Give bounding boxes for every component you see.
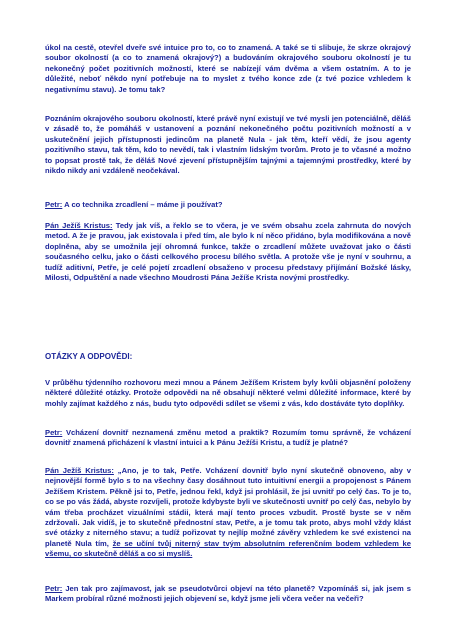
paragraph-text: Tedy jak víš, a řeklo se to včera, je ve svém obsahu zcela zahrnuta do nových metod. A že je pravou, jak existovala i před tím, ale bylo k ní něco přidáno, byla modifikována a nově doplněna, aby se umožnila její ohromná funkce, takže o zrcadlení můžete uvažovat jako o části současného celku, jako o části celkového procesu bílého světla. A protože vše je nyní v souhrnu, a tudíž aditivní, Petře, je celé pojetí zrcadlení obsaženo v procesu představy přijímání Božské lásky, Milosti, Odpuštění a nade všechno Moudrosti Pána Ježíše Krista novými prostředky.	[45, 221, 412, 283]
paragraph-text: „Ano, je to tak, Petře. Vcházení dovnitř bylo nyní skutečně obnoveno, aby v nejnovější formě bylo s to na všechny časy dosáhnout tuto intuitivní energii a propojenost s Pánem Ježíšem Kristem. Pěkně jsi to, Petře, jednou řekl, když jsi prohlásil, že jsi uvnitř po celý čas. To je to, co se po vás žádá, abyste rozvíjeli, protože kdybyste byli ve skutečnosti uvnitř po celý čas, nebylo by vám třeba procházet vizuálními stádii, která mají tento proces vzbudit. Prostě byste se v něm zdržovali. Jak vidíš, je to skutečně přednostní stav, Petře, a je tomu tak proto, abys mohl vždy klást své otázky z niterného stavu; a tudíž pořizovat ty nejlíp možné závěry vzhledem ke své existenci na planetě Nula tím,	[45, 466, 411, 548]
speaker-label: Pán Ježíš Kristus:	[45, 221, 113, 230]
paragraph	[45, 428, 411, 449]
paragraph	[45, 466, 411, 560]
speaker-label: Pán Ježíš Kristus:	[45, 466, 114, 475]
paragraph-text: V průběhu týdenního rozhovoru mezi mnou a Pánem Ježíšem Kristem byly kvůli objasnění položeny některé důležité otázky. Protože odpovědi na ně obsahují některé velmi důležité informace, které by mohly zajímat každého z nás, budu tyto odpovědi sdílet se všemi z vás, kdo dostáváte tyto doplňky.	[45, 378, 411, 408]
paragraph	[45, 221, 411, 283]
paragraph	[45, 200, 411, 210]
paragraph	[45, 43, 411, 95]
paragraph-text: Jen tak pro zajímavost, jak se pseudotvůrci objeví na této planetě? Vzpomínáš si, jak jsem s Markem probíral různé možnosti jejich objevení se, když jsme jeli včera večer na večeři?	[45, 584, 411, 604]
underlined-text: že se učíní tvůj niterný stav tvým absolutním referenčním bodem vzhledem ke všemu, co skutečně děláš a co si myslíš.	[45, 538, 411, 559]
paragraph	[45, 378, 411, 409]
paragraph	[45, 114, 411, 176]
speaker-label: Petr:	[45, 200, 63, 209]
paragraph-text: Vcházení dovnitř neznamená změnu metod a praktik? Rozumím tomu správně, že vcházení dovnitř znamená přicházení k vlastní intuici a k Pánu Ježíši Kristu, a tudíž je platné?	[45, 428, 411, 448]
paragraph-text: A co technika zrcadlení – máme ji používat?	[62, 200, 223, 209]
paragraph	[45, 584, 411, 605]
paragraph-text: úkol na cestě, otevřel dveře své intuice pro to, co to znamená. A také se ti slibuje, že skrze okrajový soubor okolností (a co to znamená okrajový?) a budováním okrajového souboru okolností je tu nekonečný počet pozitivních možností, které se nabízejí vám dvěma a všem ostatním. A to je důležité, neboť někdo nyní potřebuje na to myslet z tvého konce zde (z tvé pozice vzhledem k negativnímu stavu). Je tomu tak?	[45, 43, 411, 94]
section-heading: OTÁZKY A ODPOVĚDI:	[45, 352, 133, 361]
speaker-label: Petr:	[45, 584, 63, 593]
speaker-label: Petr:	[45, 428, 63, 437]
paragraph-text: Poznáním okrajového souboru okolností, které právě nyní existují ve tvé mysli jen potenciálně, děláš v zásadě to, že pomáháš v ustanovení a poznání nekonečného počtu pozitivních možností a v uskutečnění jejich přístupnosti jedincům na planetě Nula - jak těm, kteří vědí, že jsou agenty pozitivního stavu, tak těm, kdo to nevědí, tak i vlastním lidským tvorům. Proto je to včasné a možno to popsat prostě tak, že děláš Nové zjevení přístupnějším tajnými a tajemnými prostředky, které by nikdo nikdy ani vzdáleně neočekával.	[45, 114, 411, 176]
